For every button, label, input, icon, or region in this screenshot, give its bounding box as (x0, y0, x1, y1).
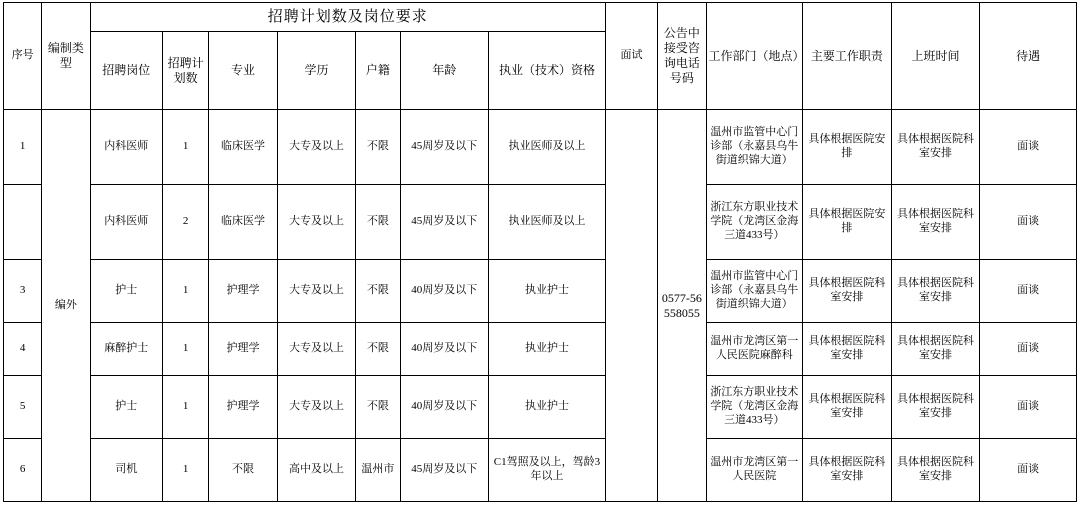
cell-education: 大专及以上 (277, 260, 356, 323)
cell-education: 大专及以上 (277, 185, 356, 260)
header-type: 编制类型 (42, 3, 90, 110)
cell-certificate: 执业医师及以上 (489, 185, 606, 260)
cell-seq: 4 (4, 323, 42, 376)
cell-education: 高中及以上 (277, 439, 356, 502)
cell-duty: 具体根据医院科室安排 (803, 260, 892, 323)
cell-plan-num: 1 (162, 376, 208, 439)
cell-hukou: 不限 (356, 376, 400, 439)
header-phone: 公告中接受咨询电话号码 (658, 3, 706, 110)
cell-age: 40周岁及以下 (400, 323, 489, 376)
cell-major: 护理学 (209, 323, 277, 376)
cell-department: 温州市监管中心门诊部（永嘉县乌牛街道织锦大道） (706, 260, 803, 323)
cell-certificate: 执业护士 (489, 323, 606, 376)
cell-duty: 具体根据医院科室安排 (803, 323, 892, 376)
cell-work-time: 具体根据医院科室安排 (891, 323, 980, 376)
cell-post: 护士 (90, 260, 162, 323)
cell-department: 浙江东方职业技术学院（龙湾区金海三道433号） (706, 376, 803, 439)
header-plan-num: 招聘计划数 (162, 32, 208, 110)
cell-duty: 具体根据医院安排 (803, 185, 892, 260)
header-department: 工作部门（地点） (706, 3, 803, 110)
table-row (4, 323, 1077, 376)
cell-plan-num: 2 (162, 185, 208, 260)
header-certificate: 执业（技术）资格 (489, 32, 606, 110)
header-age: 年龄 (400, 32, 489, 110)
cell-phone-merged: 0577-56558055 (658, 110, 706, 502)
header-work-time: 上班时间 (891, 3, 980, 110)
cell-department: 温州市龙湾区第一人民医院麻醉科 (706, 323, 803, 376)
cell-work-time: 具体根据医院科室安排 (891, 185, 980, 260)
cell-post: 内科医师 (90, 110, 162, 185)
cell-hukou: 温州市 (356, 439, 400, 502)
cell-salary: 面谈 (980, 110, 1077, 185)
table-row (4, 110, 1077, 185)
header-post: 招聘岗位 (90, 32, 162, 110)
cell-salary: 面谈 (980, 439, 1077, 502)
cell-work-time: 具体根据医院科室安排 (891, 376, 980, 439)
cell-major: 临床医学 (209, 110, 277, 185)
cell-major: 护理学 (209, 260, 277, 323)
header-hukou: 户籍 (356, 32, 400, 110)
cell-department: 温州市龙湾区第一人民医院 (706, 439, 803, 502)
table-row (4, 439, 1077, 502)
cell-education: 大专及以上 (277, 323, 356, 376)
cell-plan-num: 1 (162, 110, 208, 185)
header-seq: 序号 (4, 3, 42, 110)
cell-certificate: 执业护士 (489, 376, 606, 439)
recruitment-table (3, 2, 1077, 502)
table-row (4, 260, 1077, 323)
cell-duty: 具体根据医院科室安排 (803, 376, 892, 439)
cell-interview (605, 110, 657, 502)
cell-seq (4, 185, 42, 260)
table-header-group-row (4, 3, 1077, 32)
cell-department: 温州市监管中心门诊部（永嘉县乌牛街道织锦大道） (706, 110, 803, 185)
cell-work-time: 具体根据医院科室安排 (891, 260, 980, 323)
cell-work-time: 具体根据医院科室安排 (891, 439, 980, 502)
header-major: 专业 (209, 32, 277, 110)
header-salary: 待遇 (980, 3, 1077, 110)
cell-work-time: 具体根据医院科室安排 (891, 110, 980, 185)
cell-salary: 面谈 (980, 376, 1077, 439)
cell-plan-num: 1 (162, 439, 208, 502)
cell-hukou: 不限 (356, 110, 400, 185)
cell-certificate: C1驾照及以上，驾龄3年以上 (489, 439, 606, 502)
cell-post: 护士 (90, 376, 162, 439)
cell-major: 护理学 (209, 376, 277, 439)
cell-department: 浙江东方职业技术学院（龙湾区金海三道433号） (706, 185, 803, 260)
cell-salary: 面谈 (980, 260, 1077, 323)
header-education: 学历 (277, 32, 356, 110)
header-group-plan: 招聘计划数及岗位要求 (90, 3, 605, 32)
cell-education: 大专及以上 (277, 376, 356, 439)
cell-hukou: 不限 (356, 185, 400, 260)
recruitment-plan-sheet (0, 2, 1080, 518)
table-row (4, 376, 1077, 439)
cell-education: 大专及以上 (277, 110, 356, 185)
cell-salary: 面谈 (980, 323, 1077, 376)
cell-plan-num: 1 (162, 260, 208, 323)
cell-salary: 面谈 (980, 185, 1077, 260)
cell-seq: 1 (4, 110, 42, 185)
cell-post: 内科医师 (90, 185, 162, 260)
cell-certificate: 执业医师及以上 (489, 110, 606, 185)
cell-age: 40周岁及以下 (400, 376, 489, 439)
cell-age: 45周岁及以下 (400, 110, 489, 185)
header-interview: 面试 (605, 3, 657, 110)
cell-duty: 具体根据医院科室安排 (803, 439, 892, 502)
cell-post: 司机 (90, 439, 162, 502)
cell-hukou: 不限 (356, 260, 400, 323)
cell-duty: 具体根据医院安排 (803, 110, 892, 185)
cell-major: 不限 (209, 439, 277, 502)
cell-type-merged: 编外 (42, 110, 90, 502)
cell-post: 麻醉护士 (90, 323, 162, 376)
cell-plan-num: 1 (162, 323, 208, 376)
cell-age: 40周岁及以下 (400, 260, 489, 323)
cell-seq: 6 (4, 439, 42, 502)
cell-certificate: 执业护士 (489, 260, 606, 323)
cell-major: 临床医学 (209, 185, 277, 260)
cell-seq: 5 (4, 376, 42, 439)
cell-age: 45周岁及以下 (400, 185, 489, 260)
cell-seq: 3 (4, 260, 42, 323)
cell-age: 45周岁及以下 (400, 439, 489, 502)
header-duty: 主要工作职责 (803, 3, 892, 110)
table-row (4, 185, 1077, 260)
cell-hukou: 不限 (356, 323, 400, 376)
